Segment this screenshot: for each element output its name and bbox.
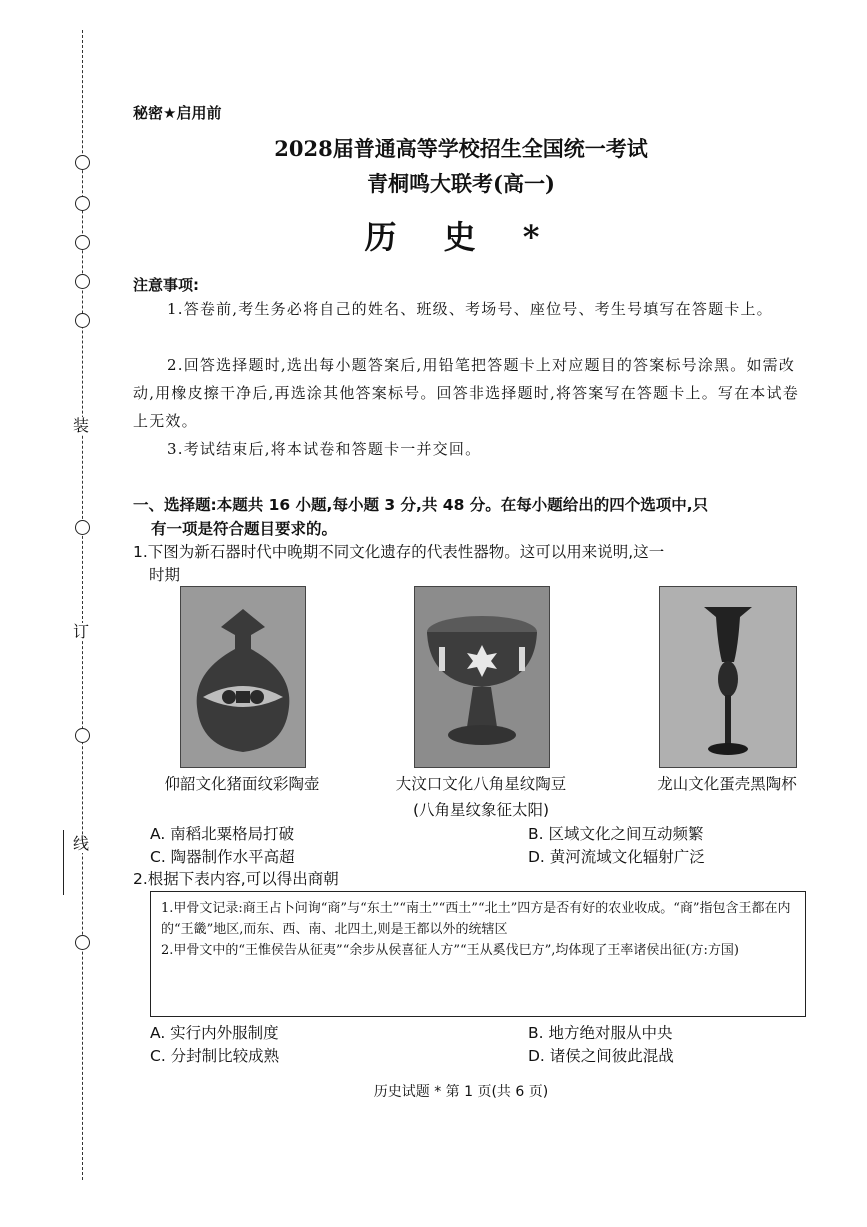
question-2-option-a[interactable]: A. 实行内外服制度 <box>150 1024 279 1042</box>
question-2-option-b[interactable]: B. 地方绝对服从中央 <box>528 1024 673 1042</box>
question-1-option-d[interactable]: D. 黄河流域文化辐射广泛 <box>528 848 705 866</box>
eggshell-black-pottery-cup-image <box>659 586 797 768</box>
question-2-option-d[interactable]: D. 诸侯之间彼此混战 <box>528 1047 674 1065</box>
question-2-stem: 2.根据下表内容,可以得出商朝 <box>133 870 339 888</box>
question-1-option-b[interactable]: B. 区域文化之间互动频繁 <box>528 825 704 843</box>
binding-solid-mark <box>63 830 64 895</box>
binding-hole <box>75 274 90 289</box>
notice-heading: 注意事项: <box>133 276 199 294</box>
question-1-stem-line2: 时期 <box>149 566 181 584</box>
image-caption-dawenkou-note: (八角星纹象征太阳) <box>412 801 550 819</box>
question-2-option-c[interactable]: C. 分封制比较成熟 <box>150 1047 280 1065</box>
question-1-option-a[interactable]: A. 南稻北粟格局打破 <box>150 825 295 843</box>
section-heading <box>133 493 813 541</box>
question-1-stem-line1: 1.下图为新石器时代中晚期不同文化遗存的代表性器物。这可以用来说明,这一 <box>133 543 665 561</box>
octagram-pottery-dou-image <box>414 586 550 768</box>
question-2-table-row-1: 1.甲骨文记录:商王占卜问询“商”与“东土”“南土”“西土”“北土”四方是否有好的农业收成。“商”指包含王都在内的“王畿”地区,而东、西、南、北四土,则是王都以外的统辖区 <box>161 901 791 937</box>
image-caption-longshan: 龙山文化蛋壳黑陶杯 <box>657 775 797 793</box>
subject-title: 历 史 * <box>364 218 558 256</box>
binding-hole <box>75 313 90 328</box>
binding-char-xian: 线 <box>73 834 90 853</box>
binding-char-zhuang: 装 <box>73 416 90 435</box>
question-2-table-row-2: 2.甲骨文中的“王惟侯告从征夷”“余步从侯喜征人方”“王从奚伐巳方”,均体现了王率诸侯出征(方:方国) <box>161 943 739 958</box>
question-1-stem <box>133 541 813 587</box>
notice-item-1: 1.答卷前,考生务必将自己的姓名、班级、考场号、座位号、考生号填写在答题卡上。 <box>167 300 773 318</box>
secret-label: 秘密★启用前 <box>133 104 222 122</box>
question-2-table <box>150 891 806 1017</box>
section-heading-line2: 有一项是符合题目要求的。 <box>151 520 338 538</box>
section-heading-line1: 一、选择题:本题共 16 小题,每小题 3 分,共 48 分。在每小题给出的四个选项中,只 <box>133 496 709 514</box>
exam-subtitle: 青桐鸣大联考(高一) <box>367 171 555 196</box>
notice-item-2: 2.回答选择题时,选出每小题答案后,用铅笔把答题卡上对应题目的答案标号涂黑。如需改动,用橡皮擦干净后,再选涂其他答案标号。回答非选择题时,将答案写在答题卡上。写在本试卷上无效。 <box>133 356 799 430</box>
notice-item-3: 3.考试结束后,将本试卷和答题卡一并交回。 <box>167 440 482 458</box>
binding-hole <box>75 935 90 950</box>
page-footer: 历史试题 * 第 1 页(共 6 页) <box>373 1084 549 1100</box>
octagram-pottery-dou-icon <box>415 587 549 767</box>
eggshell-black-pottery-cup-icon <box>660 587 796 767</box>
painted-pottery-pot-icon <box>181 587 305 767</box>
exam-title: 2028届普通高等学校招生全国统一考试 <box>274 136 648 161</box>
image-caption-dawenkou: 大汶口文化八角星纹陶豆 <box>395 775 567 793</box>
binding-hole <box>75 520 90 535</box>
image-caption-yangshao: 仰韶文化猪面纹彩陶壶 <box>164 775 320 793</box>
question-1-option-c[interactable]: C. 陶器制作水平高超 <box>150 848 295 866</box>
binding-hole <box>75 196 90 211</box>
painted-pottery-pot-image <box>180 586 306 768</box>
binding-char-ding: 订 <box>73 622 90 641</box>
binding-hole <box>75 728 90 743</box>
